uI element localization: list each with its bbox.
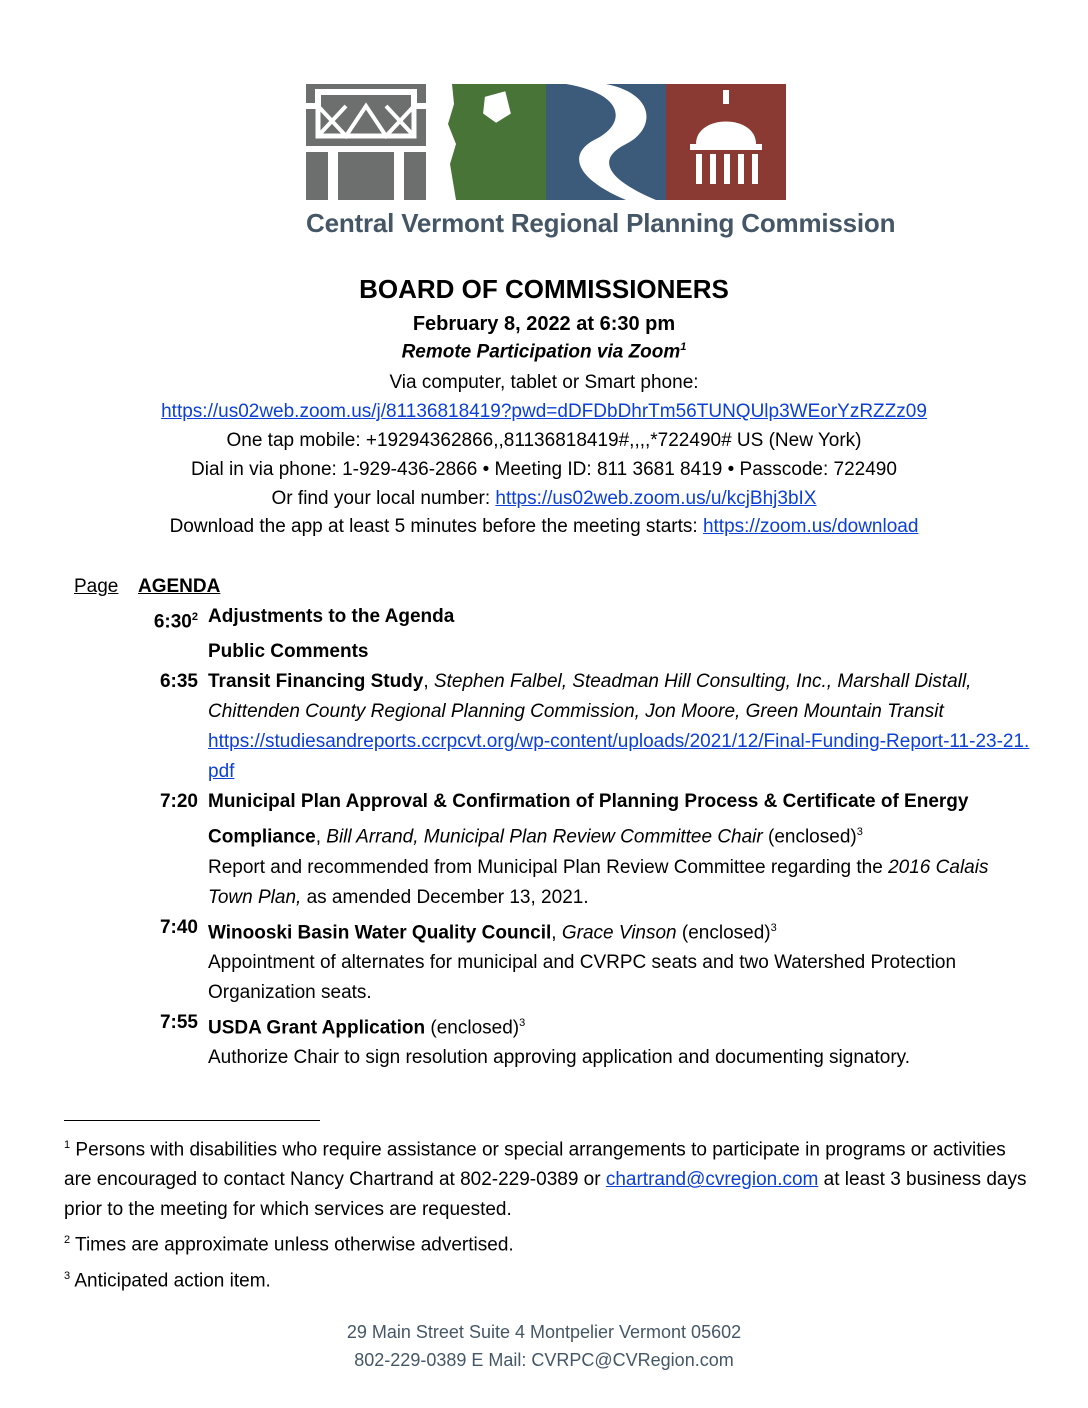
footnote-1: $^1$ Persons with disabilities who require assistance or special arrangements to participate in programs or activities are encouraged to contact Nancy Chartrand at 802-229-0389 or chartrand@cvregion.com at least 3 business days prior to the meeting for which services are requested. <box>64 1139 1027 1221</box>
footnote-divider <box>64 1120 320 1121</box>
agenda-title: Public Comments <box>208 641 369 663</box>
agenda-time: 7:40 <box>159 916 198 938</box>
via-computer-text: Via computer, tablet or Smart phone: <box>389 372 699 393</box>
zoom-link-line <box>0 401 1088 423</box>
agenda-presenters: Bill Arrand, Municipal Plan Review Committee Chair <box>326 826 763 848</box>
local-number-line: Or find your local number: https://us02web.zoom.us/u/kcjBhj3bIX <box>271 488 817 509</box>
agenda-time: 6:35 <box>159 671 198 693</box>
agenda-item <box>74 602 1034 637</box>
capitol-dome-icon <box>666 84 786 200</box>
agenda-presenters: Grace Vinson <box>561 921 677 943</box>
zoom-meeting-link[interactable]: https://us02web.zoom.us/j/81136818419?pwd=dDFDbDhrTm56TUNQUlp3WEorYzRZZz09 <box>161 401 927 422</box>
agenda-item <box>74 637 1034 667</box>
vermont-map-icon <box>426 84 546 200</box>
page-column-label: Page <box>74 576 119 597</box>
footer-contact: 802-229-0389 E Mail: CVRPC@CVRegion.com <box>354 1350 734 1370</box>
agenda-time: 7:20 <box>159 791 198 813</box>
agenda-title: Winooski Basin Water Quality Council <box>208 921 552 943</box>
footnote-3: $^3$ Anticipated action item. <box>64 1269 271 1291</box>
agenda-body: USDA Grant Application (enclosed)$^3$ Authorize Chair to sign resolution approving application and documenting signatory. <box>208 1016 911 1069</box>
agenda-title: USDA Grant Application <box>208 1017 426 1039</box>
meeting-date: February 8, 2022 at 6:30 pm <box>412 313 676 335</box>
footnotes <box>64 1130 1034 1296</box>
agenda-title: Transit Financing Study <box>208 671 424 693</box>
download-link[interactable]: https://zoom.us/download <box>702 516 919 537</box>
local-number-link[interactable]: https://us02web.zoom.us/u/kcjBhj3bIX <box>495 488 817 509</box>
agenda-description: Authorize Chair to sign resolution approving application and documenting signatory. <box>208 1047 911 1069</box>
bridge-tile <box>306 84 426 200</box>
report-link[interactable]: https://studiesandreports.ccrpcvt.org/wp-content/uploads/2021/12/Final-Funding-Report-11-23-21.pdf <box>208 731 1030 783</box>
agenda-item <box>74 667 1034 787</box>
agenda-header-row <box>74 572 1034 602</box>
agenda-item <box>74 787 1034 912</box>
river-icon <box>546 84 666 200</box>
one-tap-mobile: One tap mobile: +19294362866,,81136818419#,,,,*722490# US (New York) <box>226 430 862 451</box>
footer-address: 29 Main Street Suite 4 Montpelier Vermont 05602 <box>346 1322 742 1342</box>
agenda-title: Adjustments to the Agenda <box>208 606 455 627</box>
agenda-label: AGENDA <box>138 576 221 597</box>
page-title: BOARD OF COMMISSIONERS <box>359 274 729 304</box>
agenda-time: $6:30^2$ <box>153 611 198 633</box>
cvrpc-logo <box>306 84 896 239</box>
dial-in-info: Dial in via phone: 1-929-436-2866 • Meeting ID: 811 3681 8419 • Passcode: 722490 <box>191 459 897 480</box>
download-line: Download the app at least 5 minutes before the meeting starts: https://zoom.us/download <box>169 516 919 537</box>
vermont-map-tile <box>426 84 546 200</box>
capitol-tile <box>666 84 786 200</box>
agenda-body: Transit Financing Study, Stephen Falbel, Steadman Hill Consulting, Inc., Marshall Distall, Chittenden County Regional Planning Commission, Jon Moore, Green Mountain Transit https://studiesandreports.ccrpcvt.org/wp-content/uploads/2021/12/Final-Funding-Report-11-23-21.pdf <box>208 671 1030 783</box>
agenda-description: Appointment of alternates for municipal and CVRPC seats and two Watershed Protection Organization seats. <box>208 951 957 1003</box>
agenda-presenters: Stephen Falbel, Steadman Hill Consulting, Inc., Marshall Distall, Chittenden County Regional Planning Commission, Jon Moore, Green Mountain Transit <box>208 671 972 723</box>
agenda-item <box>74 1008 1034 1073</box>
email-link[interactable]: chartrand@cvregion.com <box>605 1169 819 1191</box>
bridge-icon <box>306 84 426 200</box>
agenda-time: 7:55 <box>159 1011 198 1033</box>
agenda-item <box>74 913 1034 1008</box>
org-name: Central Vermont Regional Planning Commission <box>306 208 896 238</box>
remote-participation: Remote Participation via Zoom$^1$ <box>401 341 687 363</box>
footnote-2: $^2$ Times are approximate unless otherwise advertised. <box>64 1234 514 1256</box>
river-tile <box>546 84 666 200</box>
agenda-body: Municipal Plan Approval & Confirmation of Planning Process & Certificate of Energy Compliance, Bill Arrand, Municipal Plan Review Committee Chair (enclosed)$^3$ Report and recommended from Municipal Plan Review Committee regarding the 2016 Calais Town Plan, as amended December 13, 2021. <box>208 791 989 908</box>
agenda-body: Winooski Basin Water Quality Council, Grace Vinson (enclosed)$^3$ Appointment of alternates for municipal and CVRPC seats and two Watershed Protection Organization seats. <box>208 921 957 1003</box>
agenda-title: Municipal Plan Approval & Confirmation of Planning Process & Certificate of Energy Compliance <box>208 791 969 848</box>
agenda-section <box>74 572 1034 1073</box>
